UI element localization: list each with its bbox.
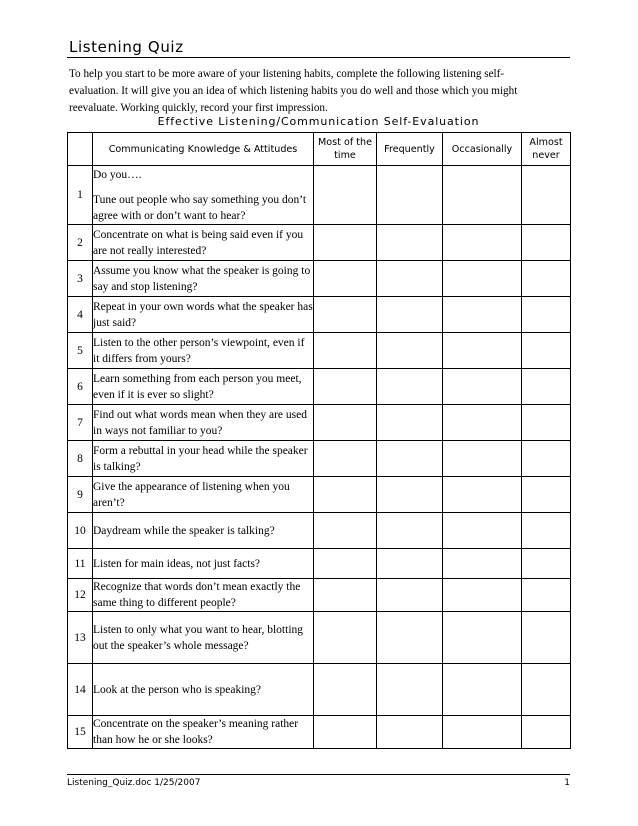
question-cell: [93, 513, 314, 549]
response-cell-almost-never[interactable]: [522, 549, 571, 579]
question-cell: [93, 333, 314, 369]
title-rule: [67, 57, 570, 58]
table-row: [68, 716, 571, 749]
response-cell-most-of-the-time[interactable]: [314, 549, 377, 579]
table-row: [68, 297, 571, 333]
response-cell-almost-never[interactable]: [522, 612, 571, 664]
row-number: 9: [68, 477, 93, 513]
table-row: [68, 664, 571, 716]
table-header-row: [68, 133, 571, 166]
response-cell-frequently[interactable]: [377, 513, 443, 549]
question-cell: [93, 716, 314, 749]
header-frequently: Frequently: [377, 133, 443, 166]
question-cell: [93, 261, 314, 297]
response-cell-most-of-the-time[interactable]: [314, 166, 377, 225]
intro-paragraph: To help you start to be more aware of your listening habits, complete the following listening self-evaluation. It will give you an idea of which listening habits you do well and those which you might reevaluate. Working quickly, record your first impression.: [69, 68, 518, 114]
response-cell-frequently[interactable]: [377, 261, 443, 297]
question-cell: [93, 225, 314, 261]
response-cell-occasionally[interactable]: [443, 405, 522, 441]
response-cell-almost-never[interactable]: [522, 716, 571, 749]
response-cell-most-of-the-time[interactable]: [314, 612, 377, 664]
response-cell-almost-never[interactable]: [522, 513, 571, 549]
row-number: 10: [68, 513, 93, 549]
question-text: Recognize that words don’t mean exactly the same thing to different people?: [93, 581, 301, 609]
response-cell-most-of-the-time[interactable]: [314, 261, 377, 297]
response-cell-frequently[interactable]: [377, 441, 443, 477]
response-cell-occasionally[interactable]: [443, 477, 522, 513]
question-cell: [93, 549, 314, 579]
response-cell-almost-never[interactable]: [522, 261, 571, 297]
table-row: [68, 369, 571, 405]
question-text: Repeat in your own words what the speaker has just said?: [93, 300, 313, 329]
table-subtitle: Effective Listening/Communication Self-Evaluation: [157, 115, 480, 128]
question-text: Look at the person who is speaking?: [93, 683, 261, 696]
row-number: 2: [68, 225, 93, 261]
row-number: 15: [68, 716, 93, 749]
question-text: Form a rebuttal in your head while the speaker is talking?: [93, 444, 308, 473]
row-number: 7: [68, 405, 93, 441]
footer-rule: [67, 774, 570, 775]
table-row: [68, 405, 571, 441]
response-cell-occasionally[interactable]: [443, 664, 522, 716]
table-row: [68, 549, 571, 579]
row-number: 4: [68, 297, 93, 333]
response-cell-occasionally[interactable]: [443, 369, 522, 405]
question-text: Concentrate on what is being said even if you are not really interested?: [93, 228, 304, 257]
response-cell-most-of-the-time[interactable]: [314, 716, 377, 749]
response-cell-most-of-the-time[interactable]: [314, 225, 377, 261]
row-number: 6: [68, 369, 93, 405]
response-cell-frequently[interactable]: [377, 333, 443, 369]
question-cell: [93, 297, 314, 333]
response-cell-most-of-the-time[interactable]: [314, 405, 377, 441]
row-number: 11: [68, 549, 93, 579]
response-cell-almost-never[interactable]: [522, 405, 571, 441]
row-number: 5: [68, 333, 93, 369]
response-cell-frequently[interactable]: [377, 579, 443, 612]
response-cell-occasionally[interactable]: [443, 579, 522, 612]
table-row: [68, 441, 571, 477]
header-number-cell: [68, 133, 93, 166]
page-title: Listening Quiz: [69, 38, 184, 56]
question-cell: [93, 664, 314, 716]
response-cell-frequently[interactable]: [377, 477, 443, 513]
response-cell-almost-never[interactable]: [522, 441, 571, 477]
table-row: [68, 612, 571, 664]
header-knowledge: Communicating Knowledge & Attitudes: [93, 133, 314, 166]
response-cell-frequently[interactable]: [377, 612, 443, 664]
table-row: [68, 261, 571, 297]
response-cell-occasionally[interactable]: [443, 333, 522, 369]
response-cell-frequently[interactable]: [377, 225, 443, 261]
header-most-of-the-time: Most of the time: [314, 133, 377, 166]
question-cell: [93, 477, 314, 513]
table-row: [68, 166, 571, 225]
response-cell-frequently[interactable]: [377, 297, 443, 333]
self-evaluation-table: [67, 132, 571, 749]
response-cell-occasionally[interactable]: [443, 166, 522, 225]
header-occasionally: Occasionally: [443, 133, 522, 166]
question-cell: [93, 612, 314, 664]
response-cell-almost-never[interactable]: [522, 579, 571, 612]
lead-in-text: Do you….: [93, 169, 142, 181]
question-text: Daydream while the speaker is talking?: [93, 524, 275, 537]
response-cell-frequently[interactable]: [377, 716, 443, 749]
response-cell-most-of-the-time[interactable]: [314, 477, 377, 513]
question-cell: [93, 579, 314, 612]
question-text: Learn something from each person you meet, even if it is ever so slight?: [93, 372, 302, 401]
question-cell: [93, 369, 314, 405]
row-number: 3: [68, 261, 93, 297]
table-row: [68, 333, 571, 369]
response-cell-frequently[interactable]: [377, 166, 443, 225]
question-text: Assume you know what the speaker is going to say and stop listening?: [93, 264, 311, 293]
row-number: 8: [68, 441, 93, 477]
question-cell: [93, 405, 314, 441]
row-number: 14: [68, 664, 93, 716]
table-row: [68, 225, 571, 261]
response-cell-occasionally[interactable]: [443, 612, 522, 664]
response-cell-almost-never[interactable]: [522, 297, 571, 333]
response-cell-occasionally[interactable]: [443, 441, 522, 477]
table-row: [68, 477, 571, 513]
response-cell-almost-never[interactable]: [522, 225, 571, 261]
response-cell-almost-never[interactable]: [522, 664, 571, 716]
question-text: Concentrate on the speaker’s meaning rather than how he or she looks?: [93, 718, 299, 746]
response-cell-almost-never[interactable]: [522, 166, 571, 225]
question-text: Give the appearance of listening when you aren’t?: [93, 480, 290, 509]
response-cell-occasionally[interactable]: [443, 549, 522, 579]
response-cell-most-of-the-time[interactable]: [314, 579, 377, 612]
response-cell-frequently[interactable]: [377, 369, 443, 405]
response-cell-occasionally[interactable]: [443, 261, 522, 297]
response-cell-most-of-the-time[interactable]: [314, 369, 377, 405]
response-cell-occasionally[interactable]: [443, 513, 522, 549]
response-cell-most-of-the-time[interactable]: [314, 513, 377, 549]
response-cell-occasionally[interactable]: [443, 716, 522, 749]
response-cell-almost-never[interactable]: [522, 333, 571, 369]
response-cell-most-of-the-time[interactable]: [314, 297, 377, 333]
response-cell-frequently[interactable]: [377, 405, 443, 441]
question-text: Listen to only what you want to hear, blotting out the speaker’s whole message?: [93, 623, 304, 652]
response-cell-almost-never[interactable]: [522, 477, 571, 513]
question-cell: [93, 166, 314, 225]
table-body: [68, 166, 571, 749]
response-cell-most-of-the-time[interactable]: [314, 441, 377, 477]
question-text: Tune out people who say something you don’t agree with or don’t want to hear?: [93, 194, 307, 222]
response-cell-most-of-the-time[interactable]: [314, 664, 377, 716]
row-number: 13: [68, 612, 93, 664]
response-cell-frequently[interactable]: [377, 549, 443, 579]
response-cell-most-of-the-time[interactable]: [314, 333, 377, 369]
response-cell-frequently[interactable]: [377, 664, 443, 716]
table-row: [68, 579, 571, 612]
table-row: [68, 513, 571, 549]
footer-filename: Listening_Quiz.doc 1/25/2007: [67, 778, 201, 788]
question-text: Listen to the other person’s viewpoint, even if it differs from yours?: [93, 336, 305, 365]
row-number: 12: [68, 579, 93, 612]
response-cell-occasionally[interactable]: [443, 297, 522, 333]
question-cell: [93, 441, 314, 477]
response-cell-occasionally[interactable]: [443, 225, 522, 261]
header-almost-never: Almost never: [522, 133, 571, 166]
response-cell-almost-never[interactable]: [522, 369, 571, 405]
footer-page-number: 1: [564, 778, 570, 788]
question-text: Find out what words mean when they are used in ways not familiar to you?: [93, 408, 307, 437]
question-text: Listen for main ideas, not just facts?: [93, 557, 261, 570]
row-number: 1: [68, 166, 93, 225]
